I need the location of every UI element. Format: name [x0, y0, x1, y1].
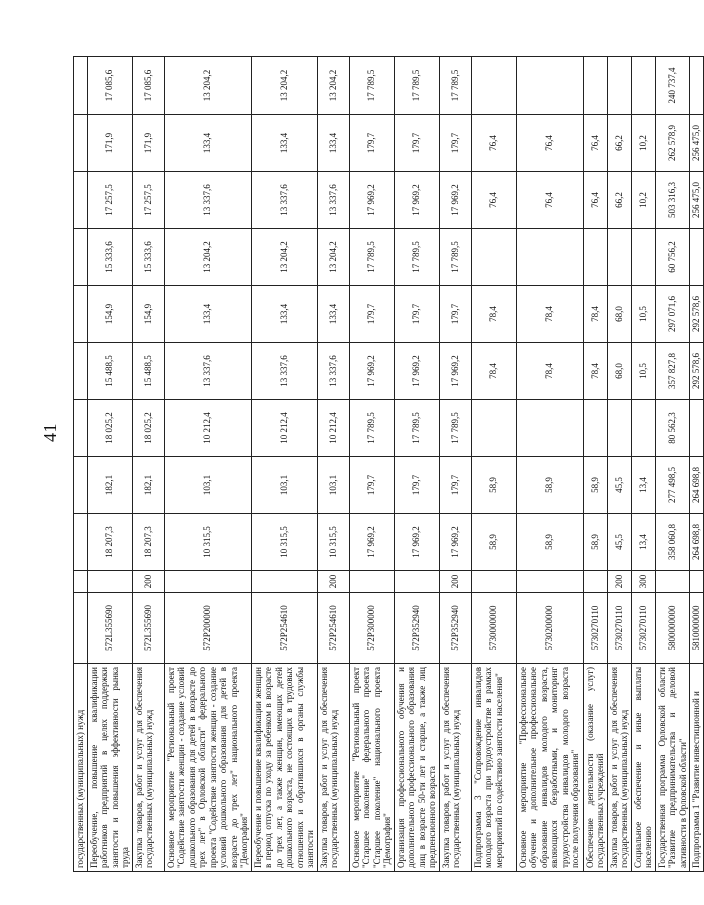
row-value-cell: 13 204,2: [317, 57, 349, 115]
row-code-cell: 5800000000: [655, 593, 690, 664]
row-value-cell: 179,7: [439, 115, 471, 172]
row-value-cell: 15 488,5: [87, 343, 132, 400]
row-value-cell: [471, 57, 516, 115]
row-value-cell: 68,0: [607, 286, 631, 343]
row-value-cell: [74, 229, 88, 286]
row-value-cell: 297 071,6: [655, 286, 690, 343]
row-code-cell: 572P254610: [317, 593, 349, 664]
row-name-cell: Основное мероприятие "Профессиональное обучение и дополнительное профессиональное образование инвалидов молодого возраста, являющихся безработными, и мониторинг трудоустройства инвалидов молодого возраста после получения образования": [516, 664, 583, 872]
row-value-cell: 17 969,2: [439, 343, 471, 400]
row-value-cell: 17 969,2: [439, 514, 471, 571]
row-name-cell: Переобучение и повышение квалификации женщин в период отпуска по уходу за ребенком в возрасте до трех лет, а также женщин, имеющих детей дошкольного возраста, не состоящих в трудовых отношениях и обратившихся в органы службы занятости: [251, 664, 317, 872]
table-row: [631, 57, 655, 872]
row-value-cell: [74, 286, 88, 343]
row-value-cell: [631, 57, 655, 115]
row-value-cell: 17 789,5: [439, 400, 471, 457]
row-value-cell: 18 025,2: [132, 400, 164, 457]
budget-table: [73, 56, 704, 872]
row-name-cell: Закупка товаров, работ и услуг для обеспечения государственных (муниципальных) нужд: [439, 664, 471, 872]
row-value-cell: 17 789,5: [439, 229, 471, 286]
row-code-cell: 5730270110: [607, 593, 631, 664]
row-value-cell: 17 085,6: [132, 57, 164, 115]
row-value-cell: 179,7: [439, 457, 471, 514]
row-value-cell: 17 969,2: [349, 514, 394, 571]
row-name-cell: Основное мероприятие "Региональный проект "Старшее поколение" федерального проекта "Старшее поколение" национального проекта "Демография": [349, 664, 394, 872]
row-value-cell: 15 333,6: [132, 229, 164, 286]
row-code-cell: 572P254610: [251, 593, 317, 664]
row-value-cell: 357 827,8: [655, 343, 690, 400]
row-code-cell: 572P352940: [394, 593, 439, 664]
row-name-cell: Подпрограмма 3 "Сопровождение инвалидов молодого возраста при трудоустройстве в рамках мероприятий по содействию занятости населения": [471, 664, 516, 872]
row-name-cell: Переобучение, повышение квалификации работников предприятий в целях поддержки занятости и повышения эффективности рынка труда: [87, 664, 132, 872]
row-value-cell: 133,4: [251, 286, 317, 343]
row-value-cell: [631, 229, 655, 286]
row-value-cell: 15 488,5: [132, 343, 164, 400]
row-value-cell: [583, 229, 607, 286]
row-value-cell: 58,9: [516, 457, 583, 514]
row-value-cell: 103,1: [317, 457, 349, 514]
row-name-cell: Основное мероприятие "Региональный проект "Содействие занятости женщин - создание условий дошкольного образования для детей в возрасте до трех лет" в Орловской области" федерального проекта "Содействие занятости женщин - создание условий дошкольного образования для детей в возрасте до трех лет" национального проекта "Демография": [164, 664, 251, 872]
row-value-cell: 179,7: [349, 115, 394, 172]
row-value-cell: 17 789,5: [349, 400, 394, 457]
row-value-cell: 58,9: [471, 457, 516, 514]
row-value-cell: 17 969,2: [394, 514, 439, 571]
row-value-cell: 13 337,6: [164, 343, 251, 400]
row-value-cell: 78,4: [516, 343, 583, 400]
row-value-cell: 17 789,5: [394, 400, 439, 457]
row-value-cell: 179,7: [349, 457, 394, 514]
row-value-cell: [516, 57, 583, 115]
table-row: [690, 57, 704, 872]
row-code-cell: 572L355690: [132, 593, 164, 664]
row-name-cell: Обеспечение деятельности (оказание услуг) государственных учреждений: [583, 664, 607, 872]
row-value-cell: 154,9: [87, 286, 132, 343]
row-code-cell: 5730000000: [471, 593, 516, 664]
row-value-cell: [74, 514, 88, 571]
row-value-cell: 13 337,6: [164, 172, 251, 229]
row-value-cell: 76,4: [471, 172, 516, 229]
row-kind-cell: 200: [132, 571, 164, 593]
row-value-cell: 10 315,5: [317, 514, 349, 571]
row-name-cell: Закупка товаров, работ и услуг для обеспечения государственных (муниципальных) нужд: [317, 664, 349, 872]
row-value-cell: 277 498,5: [655, 457, 690, 514]
row-value-cell: 179,7: [394, 115, 439, 172]
row-kind-cell: [583, 571, 607, 593]
row-name-cell: Государственная программа Орловской области "Развитие предпринимательства и деловой активности в Орловской области": [655, 664, 690, 872]
row-kind-cell: 200: [439, 571, 471, 593]
row-value-cell: [583, 57, 607, 115]
row-value-cell: 10 315,5: [164, 514, 251, 571]
row-value-cell: 17 085,6: [87, 57, 132, 115]
row-value-cell: 80 562,3: [655, 400, 690, 457]
row-code-cell: 5810000000: [690, 593, 704, 664]
table-row: [655, 57, 690, 872]
row-value-cell: 78,4: [471, 343, 516, 400]
row-code-cell: 5730200000: [516, 593, 583, 664]
table-row: [394, 57, 439, 872]
row-value-cell: 13 337,6: [317, 343, 349, 400]
row-value-cell: [516, 400, 583, 457]
table-row: [87, 57, 132, 872]
row-value-cell: 66,2: [607, 172, 631, 229]
table-row: [516, 57, 583, 872]
row-value-cell: 17 257,5: [87, 172, 132, 229]
row-value-cell: 58,9: [516, 514, 583, 571]
row-value-cell: 58,9: [583, 514, 607, 571]
row-value-cell: 76,4: [516, 115, 583, 172]
row-kind-cell: [655, 571, 690, 593]
row-value-cell: 256 475,0: [690, 172, 704, 229]
row-value-cell: 76,4: [471, 115, 516, 172]
row-value-cell: 358 060,8: [655, 514, 690, 571]
row-value-cell: 133,4: [164, 286, 251, 343]
row-kind-cell: 300: [631, 571, 655, 593]
table-body: [74, 57, 704, 872]
row-value-cell: 179,7: [439, 286, 471, 343]
row-value-cell: [607, 400, 631, 457]
row-value-cell: 13,4: [631, 457, 655, 514]
table-row: [607, 57, 631, 872]
row-value-cell: 17 789,5: [349, 57, 394, 115]
table-row: [317, 57, 349, 872]
table-row: [251, 57, 317, 872]
rotated-budget-table-container: [73, 57, 701, 872]
row-value-cell: [607, 57, 631, 115]
row-kind-cell: 200: [317, 571, 349, 593]
row-value-cell: [74, 115, 88, 172]
row-kind-cell: [394, 571, 439, 593]
row-value-cell: [631, 400, 655, 457]
row-value-cell: 17 969,2: [439, 172, 471, 229]
row-kind-cell: [516, 571, 583, 593]
row-value-cell: 171,9: [87, 115, 132, 172]
row-value-cell: 17 789,5: [394, 57, 439, 115]
row-value-cell: 13 204,2: [164, 229, 251, 286]
row-kind-cell: [349, 571, 394, 593]
row-value-cell: 18 207,3: [132, 514, 164, 571]
row-value-cell: [690, 57, 704, 115]
row-value-cell: 103,1: [251, 457, 317, 514]
row-value-cell: 17 969,2: [349, 343, 394, 400]
row-kind-cell: [251, 571, 317, 593]
row-value-cell: 256 475,0: [690, 115, 704, 172]
table-row: [74, 57, 88, 872]
row-value-cell: 103,1: [164, 457, 251, 514]
page-number: 41: [40, 423, 60, 442]
row-value-cell: 76,4: [583, 115, 607, 172]
row-value-cell: 13 337,6: [251, 172, 317, 229]
row-value-cell: 179,7: [394, 457, 439, 514]
row-kind-cell: 200: [607, 571, 631, 593]
row-value-cell: 179,7: [394, 286, 439, 343]
table-row: [471, 57, 516, 872]
row-value-cell: 264 698,8: [690, 514, 704, 571]
row-value-cell: 13 337,6: [317, 172, 349, 229]
row-value-cell: 292 578,6: [690, 343, 704, 400]
row-value-cell: 68,0: [607, 343, 631, 400]
row-name-cell: Закупка товаров, работ и услуг для обеспечения государственных (муниципальных) нужд: [607, 664, 631, 872]
row-value-cell: 15 333,6: [87, 229, 132, 286]
row-value-cell: 240 737,4: [655, 57, 690, 115]
row-value-cell: 17 789,5: [439, 57, 471, 115]
row-value-cell: 503 316,3: [655, 172, 690, 229]
row-value-cell: 18 207,3: [87, 514, 132, 571]
row-value-cell: 17 789,5: [394, 229, 439, 286]
row-value-cell: 10,5: [631, 343, 655, 400]
row-name-cell: Организация профессионального обучения и дополнительного профессионального образования лиц в возрасте 50-ти лет и старше, а также лиц предпенсионного возраста: [394, 664, 439, 872]
row-kind-cell: [74, 571, 88, 593]
row-value-cell: 78,4: [516, 286, 583, 343]
row-value-cell: 182,1: [132, 457, 164, 514]
row-value-cell: 10 212,4: [317, 400, 349, 457]
row-value-cell: 13 204,2: [317, 229, 349, 286]
row-value-cell: 76,4: [516, 172, 583, 229]
row-value-cell: 133,4: [317, 286, 349, 343]
row-code-cell: 5730270110: [583, 593, 607, 664]
row-value-cell: 17 969,2: [394, 172, 439, 229]
row-code-cell: [74, 593, 88, 664]
row-value-cell: 292 578,6: [690, 286, 704, 343]
table-row: [164, 57, 251, 872]
row-value-cell: [690, 229, 704, 286]
row-value-cell: 58,9: [583, 457, 607, 514]
row-kind-cell: [690, 571, 704, 593]
row-value-cell: 13 204,2: [251, 57, 317, 115]
row-kind-cell: [164, 571, 251, 593]
table-row: [132, 57, 164, 872]
row-code-cell: 572L355690: [87, 593, 132, 664]
row-kind-cell: [471, 571, 516, 593]
row-value-cell: 13 337,6: [251, 343, 317, 400]
row-value-cell: 60 756,2: [655, 229, 690, 286]
row-value-cell: 10,2: [631, 115, 655, 172]
row-value-cell: [74, 172, 88, 229]
row-value-cell: [471, 229, 516, 286]
row-code-cell: 572P352940: [439, 593, 471, 664]
row-code-cell: 572P200000: [164, 593, 251, 664]
row-value-cell: 171,9: [132, 115, 164, 172]
row-value-cell: 262 578,9: [655, 115, 690, 172]
row-value-cell: [516, 229, 583, 286]
row-value-cell: 264 698,8: [690, 457, 704, 514]
row-value-cell: 133,4: [164, 115, 251, 172]
row-value-cell: 10 212,4: [251, 400, 317, 457]
row-value-cell: [471, 400, 516, 457]
row-name-cell: Социальное обеспечение и иные выплаты населению: [631, 664, 655, 872]
row-name-cell: Подпрограмма 1 "Развитие инвестиционной и: [690, 664, 704, 872]
row-value-cell: 76,4: [583, 172, 607, 229]
row-value-cell: [74, 457, 88, 514]
row-value-cell: 154,9: [132, 286, 164, 343]
row-value-cell: [74, 343, 88, 400]
table-row: [349, 57, 394, 872]
table-row: [583, 57, 607, 872]
row-value-cell: 179,7: [349, 286, 394, 343]
row-code-cell: 5730270110: [631, 593, 655, 664]
row-value-cell: 182,1: [87, 457, 132, 514]
row-value-cell: 17 789,5: [349, 229, 394, 286]
row-value-cell: [583, 400, 607, 457]
row-value-cell: 58,9: [471, 514, 516, 571]
row-name-cell: государственных (муниципальных) нужд: [74, 664, 88, 872]
row-value-cell: 133,4: [251, 115, 317, 172]
row-code-cell: 572P300000: [349, 593, 394, 664]
row-value-cell: [690, 400, 704, 457]
row-value-cell: 133,4: [317, 115, 349, 172]
row-value-cell: 13 204,2: [164, 57, 251, 115]
row-value-cell: 66,2: [607, 115, 631, 172]
row-name-cell: Закупка товаров, работ и услуг для обеспечения государственных (муниципальных) нужд: [132, 664, 164, 872]
row-value-cell: [74, 57, 88, 115]
row-value-cell: 17 257,5: [132, 172, 164, 229]
row-value-cell: [607, 229, 631, 286]
row-value-cell: 10 212,4: [164, 400, 251, 457]
row-value-cell: 78,4: [583, 286, 607, 343]
row-value-cell: 10,5: [631, 286, 655, 343]
row-value-cell: 17 969,2: [394, 343, 439, 400]
row-value-cell: 10 315,5: [251, 514, 317, 571]
table-row: [439, 57, 471, 872]
row-value-cell: 45,5: [607, 457, 631, 514]
row-value-cell: 13 204,2: [251, 229, 317, 286]
row-value-cell: 78,4: [583, 343, 607, 400]
row-value-cell: [74, 400, 88, 457]
row-value-cell: 13,4: [631, 514, 655, 571]
row-kind-cell: [87, 571, 132, 593]
row-value-cell: 17 969,2: [349, 172, 394, 229]
row-value-cell: 10,2: [631, 172, 655, 229]
row-value-cell: 18 025,2: [87, 400, 132, 457]
row-value-cell: 45,5: [607, 514, 631, 571]
row-value-cell: 78,4: [471, 286, 516, 343]
